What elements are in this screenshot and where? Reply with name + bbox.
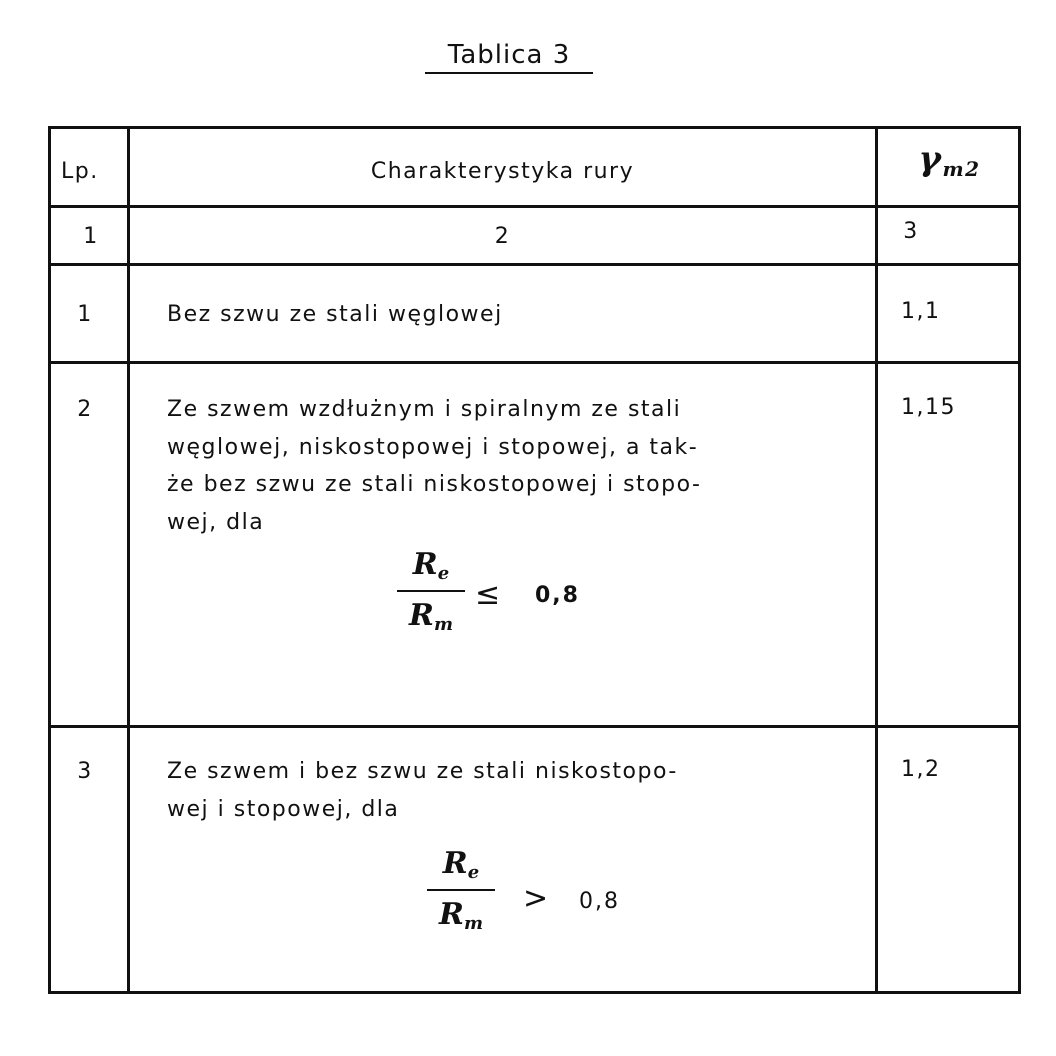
header-characteristic: Charakterystyka rury xyxy=(370,159,635,184)
row-2-value: 1,15 xyxy=(901,395,956,420)
row-2-line: Ze szwem wzdłużnym i spiralnym ze stali xyxy=(167,397,682,422)
row-2-lp: 2 xyxy=(77,397,93,422)
fraction-numerator: $R_e$ xyxy=(442,846,480,883)
fraction-denominator: $R_m$ xyxy=(439,897,483,934)
row-1-value: 1,1 xyxy=(901,299,941,324)
row-3-line: wej i stopowej, dla xyxy=(167,796,400,822)
row-2-bound: 0,8 xyxy=(535,583,580,608)
fraction-denominator: $R_m$ xyxy=(409,598,453,635)
row-1-lp: 1 xyxy=(77,302,93,327)
column-number-3: 3 xyxy=(903,219,919,244)
gamma-subscript: m2 xyxy=(942,157,981,181)
header-lp: Lp. xyxy=(61,159,99,184)
fraction-bar xyxy=(427,889,495,891)
row-3-bound: 0,8 xyxy=(579,889,620,914)
column-divider xyxy=(875,129,878,991)
row-divider xyxy=(51,205,1018,208)
data-table xyxy=(48,126,1021,994)
row-divider xyxy=(51,725,1018,728)
row-2-description xyxy=(167,391,872,541)
row-3-relation: > xyxy=(523,881,549,916)
row-2-relation: ≤ xyxy=(475,577,501,612)
row-3-formula-fraction xyxy=(427,846,495,934)
row-1-line: Bez szwu ze stali węglowej xyxy=(167,302,503,327)
column-number-2: 2 xyxy=(494,224,511,249)
row-divider xyxy=(51,361,1018,364)
row-3-line: Ze szwem i bez szwu ze stali niskostopo- xyxy=(167,759,678,784)
row-2-line: węglowej, niskostopowej i stopowej, a tak- xyxy=(167,434,699,460)
row-3-description xyxy=(167,753,872,828)
gamma-symbol: γ xyxy=(918,139,943,179)
row-3-lp: 3 xyxy=(77,759,93,784)
column-number-1: 1 xyxy=(83,224,99,249)
table-title: Tablica 3 xyxy=(425,40,593,74)
row-2-line: że bez szwu ze stali niskostopowej i stopo- xyxy=(167,472,702,497)
row-2-line: wej, dla xyxy=(167,509,265,535)
fraction-numerator: $R_e$ xyxy=(412,547,450,584)
fraction-bar xyxy=(397,590,465,592)
row-2-formula-fraction xyxy=(397,547,465,635)
row-divider xyxy=(51,263,1018,266)
row-1-description xyxy=(167,296,872,334)
column-divider xyxy=(127,129,130,991)
row-3-value: 1,2 xyxy=(901,757,941,782)
header-gamma xyxy=(878,139,1021,181)
